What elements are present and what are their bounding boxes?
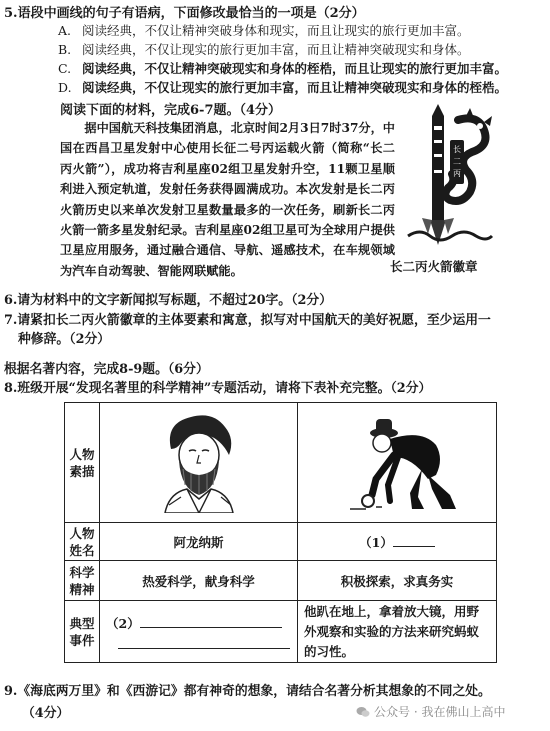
watermark xyxy=(356,703,505,720)
answer-blank-2b[interactable] xyxy=(118,634,290,649)
badge-char-1: 长 xyxy=(453,145,461,154)
option-a xyxy=(58,21,470,39)
event-blank-cell[interactable] xyxy=(100,601,298,663)
spirit-fabre: 积极探索，求真务实 xyxy=(298,561,497,601)
option-text: 阅读经典，不仅让精神突破身体和现实，而且让现实的旅行更加丰富。 xyxy=(82,23,470,38)
row-header-event: 典型事件 xyxy=(65,601,100,663)
portrait-aronnax xyxy=(100,403,298,523)
option-label: D. xyxy=(58,80,72,95)
option-label: A. xyxy=(58,23,72,38)
classics-heading: 根据名著内容，完成8-9题。（6分） xyxy=(4,362,209,377)
question-8: 8.班级开展“发现名著里的科学精神”专题活动，请将下表补充完整。（2分） xyxy=(4,381,432,396)
name-blank-cell[interactable] xyxy=(298,523,497,561)
row-header-name: 人物姓名 xyxy=(65,523,100,561)
table-row xyxy=(65,403,497,523)
portrait-fabre xyxy=(298,403,497,523)
table-row xyxy=(65,561,497,601)
option-text: 阅读经典，不仅让现实的旅行更加丰富，而且让精神突破现实和身体。 xyxy=(82,42,470,57)
table-row xyxy=(65,523,497,561)
option-text: 阅读经典，不仅让精神突破现实和身体的桎梏，而且让现实的旅行更加丰富。 xyxy=(82,61,508,76)
question-9-line-1: 9.《海底两万里》和《西游记》都有神奇的想象，请结合名著分析其想象的不同之处。 xyxy=(4,684,491,699)
wechat-icon xyxy=(356,706,370,718)
answer-blank-1[interactable] xyxy=(393,534,435,547)
event-fabre: 他趴在地上，拿着放大镜，用野外观察和实验的方法来研究蚂蚁的习性。 xyxy=(298,601,497,663)
option-text: 阅读经典，不仅让现实的旅行更加丰富，而且让精神突破现实和身体的桎梏。 xyxy=(82,80,508,95)
badge-char-2: 二 xyxy=(453,157,461,166)
option-b xyxy=(58,40,470,58)
question-9-line-2: （4分） xyxy=(22,706,70,721)
reading-passage: 据中国航天科技集团消息，北京时间2月3日7时37分，中国在西昌卫星发射中心使用长征二号丙运载火箭（简称“长二丙火箭”），成功将吉利星座02组卫星发射升空，11颗卫星顺利进入预定轨道，发射任务获得圆满成功。本次发射是长二丙火箭历史以来单次发射卫星数量最多的一次任务，刷新长二丙火箭一箭多星发射纪录。吉利星座02组卫星可为全球用户提供卫星应用服务，通过融合通信、导航、遥感技术，在车规领域为汽车自动驾驶、智能网联赋能。 xyxy=(60,121,395,278)
option-d xyxy=(58,78,507,96)
science-spirit-table xyxy=(64,402,497,663)
name-aronnax: 阿龙纳斯 xyxy=(100,523,298,561)
rocket-badge-image xyxy=(400,100,496,270)
option-label: B. xyxy=(58,42,72,57)
question-7-line-2: 种修辞。（2分） xyxy=(18,332,111,347)
question-6: 6.请为材料中的文字新闻拟写标题，不超过20字。（2分） xyxy=(4,293,332,308)
rocket-badge-icon xyxy=(400,100,496,250)
question-7-line-1: 7.请紧扣长二丙火箭徽章的主体要素和寓意，拟写对中国航天的美好祝愿，至少运用一 xyxy=(4,313,491,328)
reading-heading: 阅读下面的材料，完成6-7题。（4分） xyxy=(60,103,282,118)
option-c xyxy=(58,59,507,77)
question-5-stem: 5.语段中画线的句子有语病，下面修改最恰当的一项是（2分） xyxy=(4,6,365,21)
badge-char-3: 丙 xyxy=(453,169,461,178)
answer-blank-2a[interactable] xyxy=(140,615,282,628)
table-row xyxy=(65,601,497,663)
blank-label-2: （2） xyxy=(106,616,140,631)
row-header-spirit: 科学精神 xyxy=(65,561,100,601)
aronnax-portrait-icon xyxy=(151,409,247,513)
spirit-aronnax: 热爱科学，献身科学 xyxy=(100,561,298,601)
option-label: C. xyxy=(58,61,72,76)
blank-label-1: （1） xyxy=(359,534,393,550)
row-header-portrait: 人物素描 xyxy=(65,403,100,523)
fabre-crawling-icon xyxy=(332,409,462,513)
watermark-text: 公众号 · 我在佛山上高中 xyxy=(374,705,506,719)
badge-caption: 长二丙火箭徽章 xyxy=(390,259,478,274)
